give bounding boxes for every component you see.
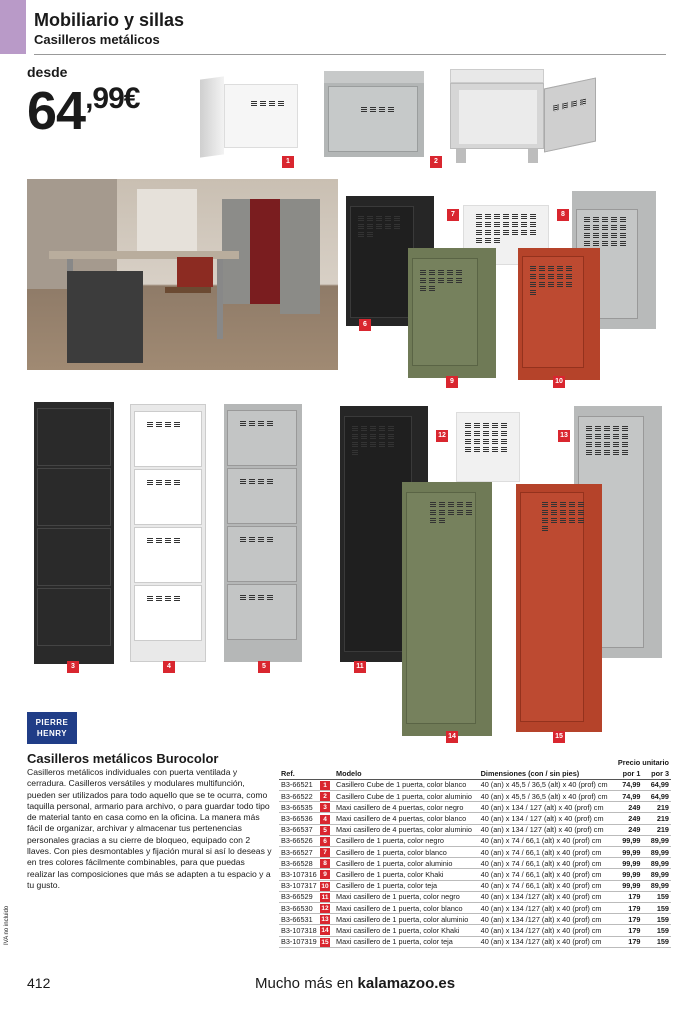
row-ref: B3-66531 [279,914,320,925]
row-price-1: 74,99 [614,791,642,802]
row-price-1: 99,99 [614,835,642,846]
row-price-1: 249 [614,813,642,824]
product-image-10 [518,248,600,380]
price-decimals: ,99€ [85,82,140,115]
product-image-4 [130,404,206,662]
badge-9: 9 [446,376,458,388]
row-badge: 2 [320,791,334,802]
badge-4: 4 [163,661,175,673]
product-image-15 [516,484,602,732]
row-ref: B3-66536 [279,813,320,824]
row-ref: B3-66526 [279,835,320,846]
table-row [279,891,671,902]
section-tab [0,0,26,54]
table-row [279,914,671,925]
price-from-label: desde [27,64,68,80]
product-image-3 [34,402,114,664]
row-price-3: 159 [642,891,671,902]
row-price-3: 64,99 [642,791,671,802]
row-badge: 11 [320,891,334,902]
badge-12: 12 [436,430,448,442]
page-title: Mobiliario y sillas [34,10,185,30]
row-badge: 6 [320,835,334,846]
row-badge: 5 [320,824,334,835]
row-price-1: 249 [614,802,642,813]
product-image-2 [324,71,424,157]
table-row [279,824,671,835]
row-price-1: 99,99 [614,869,642,880]
badge-2: 2 [430,156,442,168]
row-price-3: 159 [642,914,671,925]
row-dims: 40 (an) x 74 / 66,1 (alt) x 40 (prof) cm [479,835,614,846]
row-badge: 3 [320,802,334,813]
row-price-3: 159 [642,902,671,913]
row-price-3: 219 [642,802,671,813]
table-row [279,902,671,913]
row-badge: 12 [320,902,334,913]
badge-1: 1 [282,156,294,168]
badge-8: 8 [557,209,569,221]
product-image-12 [456,412,520,482]
row-price-3: 89,99 [642,858,671,869]
row-model: Maxi casillero de 1 puerta, color blanco [334,902,479,913]
description-title: Casilleros metálicos Burocolor [27,751,219,766]
col-price-3: por 3 [651,769,669,779]
table-row [279,791,671,802]
row-badge: 14 [320,925,334,936]
row-ref: B3-107318 [279,925,320,936]
description-text: Casilleros metálicos individuales con puerta ventilada y cerradura. Casilleros versátiles y modulares multifunción, pueden ser utilizados para todo aquello que se te ocurra, como taquilla personal, armario para archivo, o para guardar todo tipo de material tanto en casa como en la oficina. La manera más fácil de organizar, archivar y almacenar tus pertenencias personales gracias a su cierre de bloqueo, equipado con 2 llaves. Con pies desmontables y fijación mural si así lo deseas y en tres colores fácilmente combinables, para que puedas realizar las composiciones que más se adapten a tu espacio y a tu gusto. [27,767,272,890]
row-price-1: 179 [614,914,642,925]
row-dims: 40 (an) x 134 /127 (alt) x 40 (prof) cm [479,902,614,913]
row-model: Casillero de 1 puerta, color Khaki [334,869,479,880]
table-row [279,925,671,936]
table-row [279,835,671,846]
table-row [279,858,671,869]
specs-table [279,757,671,948]
row-badge: 7 [320,847,334,858]
specs-table-body [279,779,671,947]
price-header: Precio unitario [617,758,669,768]
row-price-3: 219 [642,813,671,824]
row-ref: B3-66521 [279,779,320,790]
table-row [279,869,671,880]
row-price-1: 99,99 [614,880,642,891]
table-row [279,936,671,947]
row-badge: 8 [320,858,334,869]
footer-site-link[interactable]: kalamazoo.es [357,975,456,992]
row-price-1: 99,99 [614,858,642,869]
col-dims: Dimensiones (con / sin pies) [480,769,580,779]
row-dims: 40 (an) x 74 / 66,1 (alt) x 40 (prof) cm [479,869,614,880]
row-ref: B3-66535 [279,802,320,813]
footer-text [255,975,455,992]
row-model: Maxi casillero de 1 puerta, color Khaki [334,925,479,936]
row-model: Maxi casillero de 4 puertas, color aluminio [334,824,479,835]
badge-15: 15 [553,731,565,743]
brand-line-2: HENRY [36,729,68,738]
row-dims: 40 (an) x 134 /127 (alt) x 40 (prof) cm [479,936,614,947]
row-dims: 40 (an) x 74 / 66,1 (alt) x 40 (prof) cm [479,880,614,891]
page-subtitle: Casilleros metálicos [34,32,160,47]
row-model: Maxi casillero de 1 puerta, color teja [334,936,479,947]
row-dims: 40 (an) x 45,5 / 36,5 (alt) x 40 (prof) cm [479,791,614,802]
row-dims: 40 (an) x 134 /127 (alt) x 40 (prof) cm [479,914,614,925]
row-dims: 40 (an) x 134 / 127 (alt) x 40 (prof) cm [479,813,614,824]
row-badge: 4 [320,813,334,824]
page-number: 412 [27,975,51,991]
row-dims: 40 (an) x 134 /127 (alt) x 40 (prof) cm [479,891,614,902]
row-model: Casillero Cube de 1 puerta, color aluminio [334,791,479,802]
row-model: Casillero de 1 puerta, color negro [334,835,479,846]
row-model: Casillero de 1 puerta, color blanco [334,847,479,858]
table-header-row [279,768,671,779]
row-price-3: 159 [642,936,671,947]
row-price-1: 74,99 [614,779,642,790]
badge-14: 14 [446,731,458,743]
price-integer: 64 [27,81,86,141]
row-price-1: 179 [614,936,642,947]
row-price-3: 64,99 [642,779,671,790]
product-image-14 [402,482,492,736]
badge-5: 5 [258,661,270,673]
row-ref: B3-66522 [279,791,320,802]
row-ref: B3-66527 [279,847,320,858]
product-image-open-cube [450,69,600,165]
product-image-1 [200,74,304,158]
row-price-1: 99,99 [614,847,642,858]
row-dims: 40 (an) x 74 / 66,1 (alt) x 40 (prof) cm [479,847,614,858]
row-ref: B3-107319 [279,936,320,947]
row-price-1: 179 [614,925,642,936]
col-model: Modelo [336,769,362,779]
price [27,80,139,142]
table-row [279,880,671,891]
office-room-photo [27,179,338,370]
row-model: Maxi casillero de 4 puertas, color blanco [334,813,479,824]
row-price-1: 179 [614,902,642,913]
row-price-3: 89,99 [642,880,671,891]
row-badge: 1 [320,779,334,790]
table-price-header-row [279,757,671,768]
row-dims: 40 (an) x 134 / 127 (alt) x 40 (prof) cm [479,802,614,813]
table-row [279,813,671,824]
row-ref: B3-66530 [279,902,320,913]
table-row [279,779,671,790]
row-price-3: 89,99 [642,847,671,858]
row-ref: B3-107317 [279,880,320,891]
row-dims: 40 (an) x 134 / 127 (alt) x 40 (prof) cm [479,824,614,835]
row-dims: 40 (an) x 134 /127 (alt) x 40 (prof) cm [479,925,614,936]
product-image-9 [408,248,496,378]
badge-11: 11 [354,661,366,673]
row-ref: B3-107316 [279,869,320,880]
badge-7: 7 [447,209,459,221]
footer-prefix: Mucho más en [255,975,358,992]
badge-6: 6 [359,319,371,331]
brand-logo [27,712,77,744]
row-badge: 13 [320,914,334,925]
row-model: Maxi casillero de 1 puerta, color negro [334,891,479,902]
row-model: Maxi casillero de 1 puerta, color aluminio [334,914,479,925]
row-ref: B3-66537 [279,824,320,835]
header-divider [34,54,666,55]
row-model: Casillero de 1 puerta, color teja [334,880,479,891]
row-price-1: 179 [614,891,642,902]
badge-13: 13 [558,430,570,442]
product-image-5 [224,404,302,662]
row-badge: 15 [320,936,334,947]
table-row [279,802,671,813]
badge-3: 3 [67,661,79,673]
row-ref: B3-66529 [279,891,320,902]
row-ref: B3-66528 [279,858,320,869]
vat-note: IVA no incluido [4,905,10,945]
row-dims: 40 (an) x 45,5 / 36,5 (alt) x 40 (prof) cm [479,779,614,790]
row-price-3: 89,99 [642,869,671,880]
badge-10: 10 [553,376,565,388]
row-badge: 9 [320,869,334,880]
col-price-1: por 1 [622,769,641,779]
row-model: Casillero de 1 puerta, color aluminio [334,858,479,869]
row-model: Casillero Cube de 1 puerta, color blanco [334,779,479,790]
row-model: Maxi casillero de 4 puertas, color negro [334,802,479,813]
table-row [279,847,671,858]
row-dims: 40 (an) x 74 / 66,1 (alt) x 40 (prof) cm [479,858,614,869]
col-ref: Ref. [281,769,295,779]
row-badge: 10 [320,880,334,891]
row-price-3: 89,99 [642,835,671,846]
brand-line-1: PIERRE [35,718,69,727]
row-price-1: 249 [614,824,642,835]
row-price-3: 159 [642,925,671,936]
row-price-3: 219 [642,824,671,835]
